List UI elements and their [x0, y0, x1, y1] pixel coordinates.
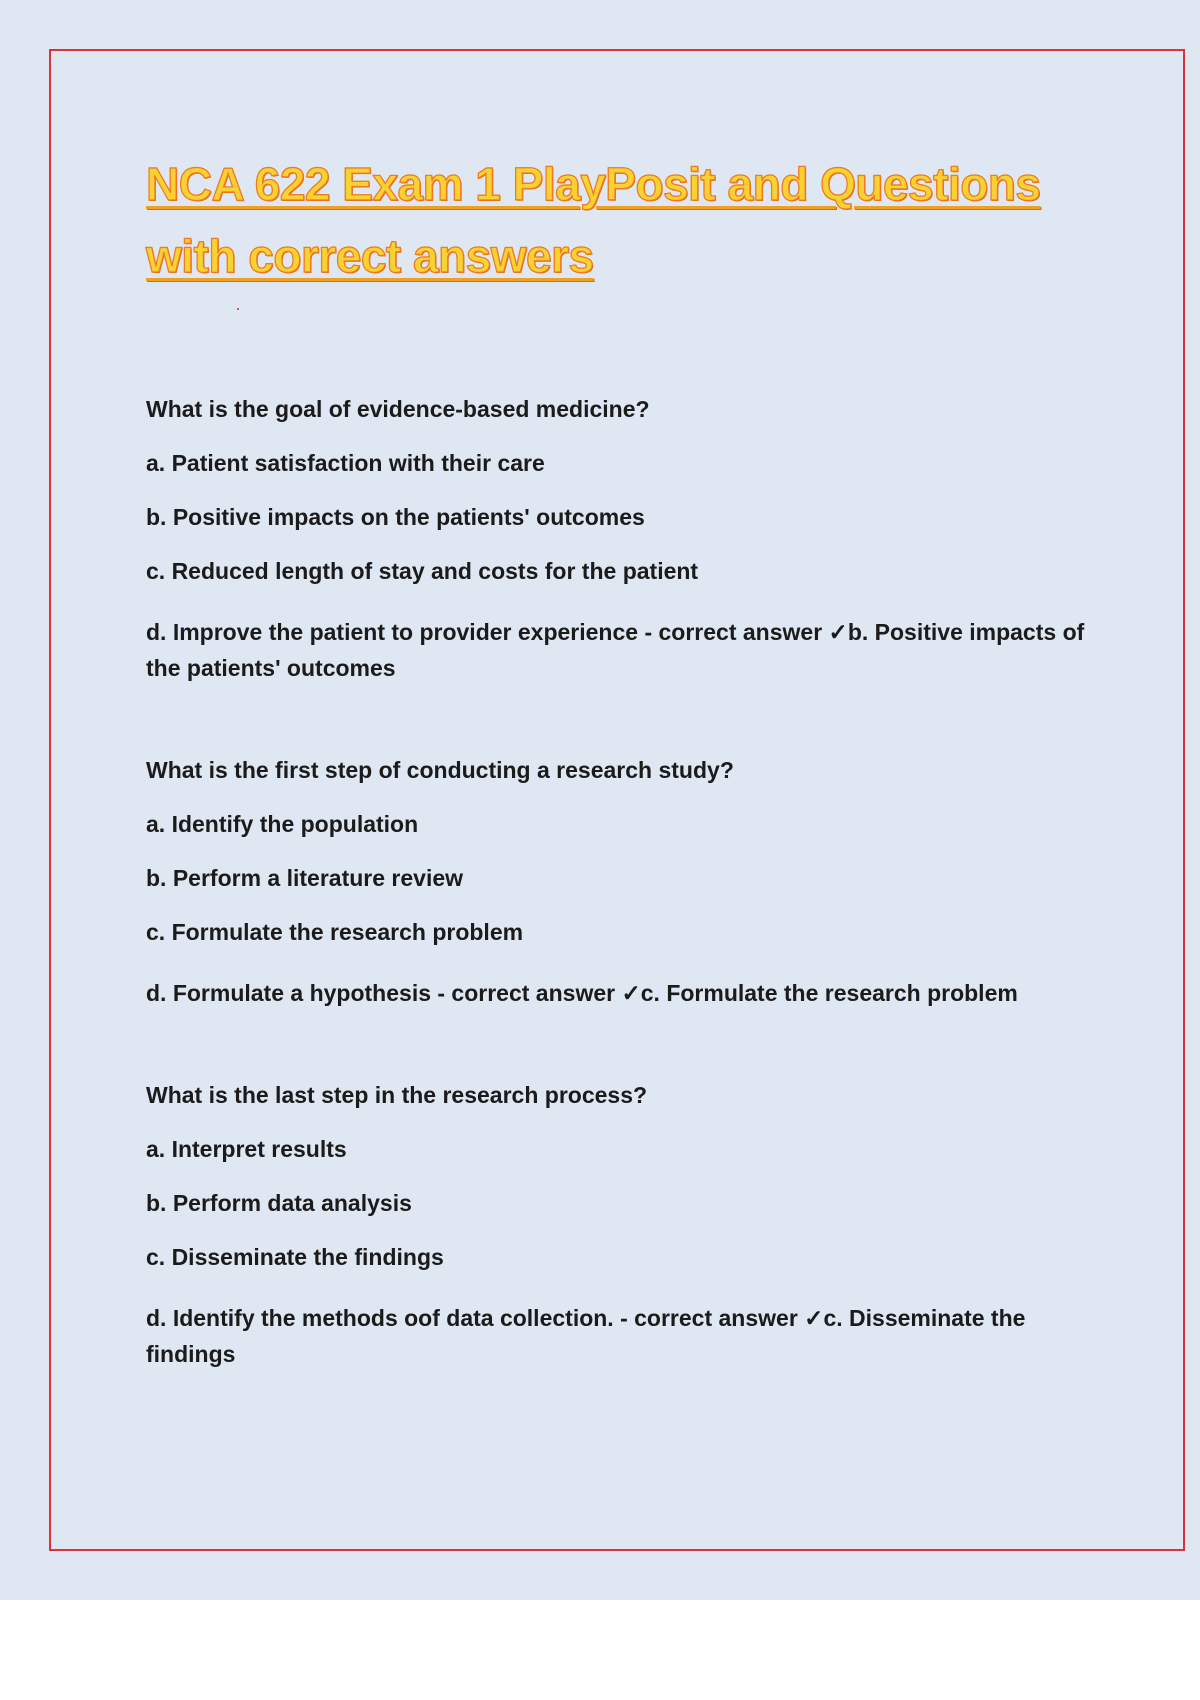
option-b: b. Positive impacts on the patients' outcomes [146, 504, 645, 530]
checkmark-icon: ✓ [621, 980, 641, 1006]
option-a: a. Identify the population [146, 811, 419, 837]
option-d-with-answer [146, 975, 1106, 1011]
correct-answer: c. Disseminate the findings [146, 1305, 1026, 1367]
option-d-with-answer [146, 1300, 1106, 1372]
question-text: What is the first step of conducting a research study? [146, 757, 734, 783]
option-c: c. Reduced length of stay and costs for the patient [146, 558, 699, 584]
option-b: b. Perform data analysis [146, 1190, 412, 1216]
option-b: b. Perform a literature review [146, 865, 464, 891]
option-a: a. Interpret results [146, 1136, 347, 1162]
option-c: c. Disseminate the findings [146, 1244, 444, 1270]
correct-answer: b. Positive impacts of the patients' outcomes [146, 619, 1085, 681]
question-block-3 [146, 1080, 1106, 1372]
correct-answer: c. Formulate the research problem [640, 980, 1018, 1006]
question-block-2 [146, 755, 1106, 1011]
question-text: What is the goal of evidence-based medicine? [146, 396, 650, 422]
option-d: d. Identify the methods oof data collection. - correct answer [146, 1305, 805, 1331]
question-block-1 [146, 394, 1106, 686]
option-d: d. Improve the patient to provider experience - correct answer [146, 619, 829, 645]
option-a: a. Patient satisfaction with their care [146, 450, 545, 476]
option-d-with-answer [146, 614, 1106, 686]
option-c: c. Formulate the research problem [146, 919, 524, 945]
question-text: What is the last step in the research process? [146, 1082, 648, 1108]
stray-dot [237, 308, 239, 310]
document-title: NCA 622 Exam 1 PlayPosit and Questions with correct answers [146, 158, 1041, 282]
checkmark-icon: ✓ [828, 619, 848, 645]
option-d: d. Formulate a hypothesis - correct answer [146, 980, 622, 1006]
checkmark-icon: ✓ [804, 1305, 824, 1331]
